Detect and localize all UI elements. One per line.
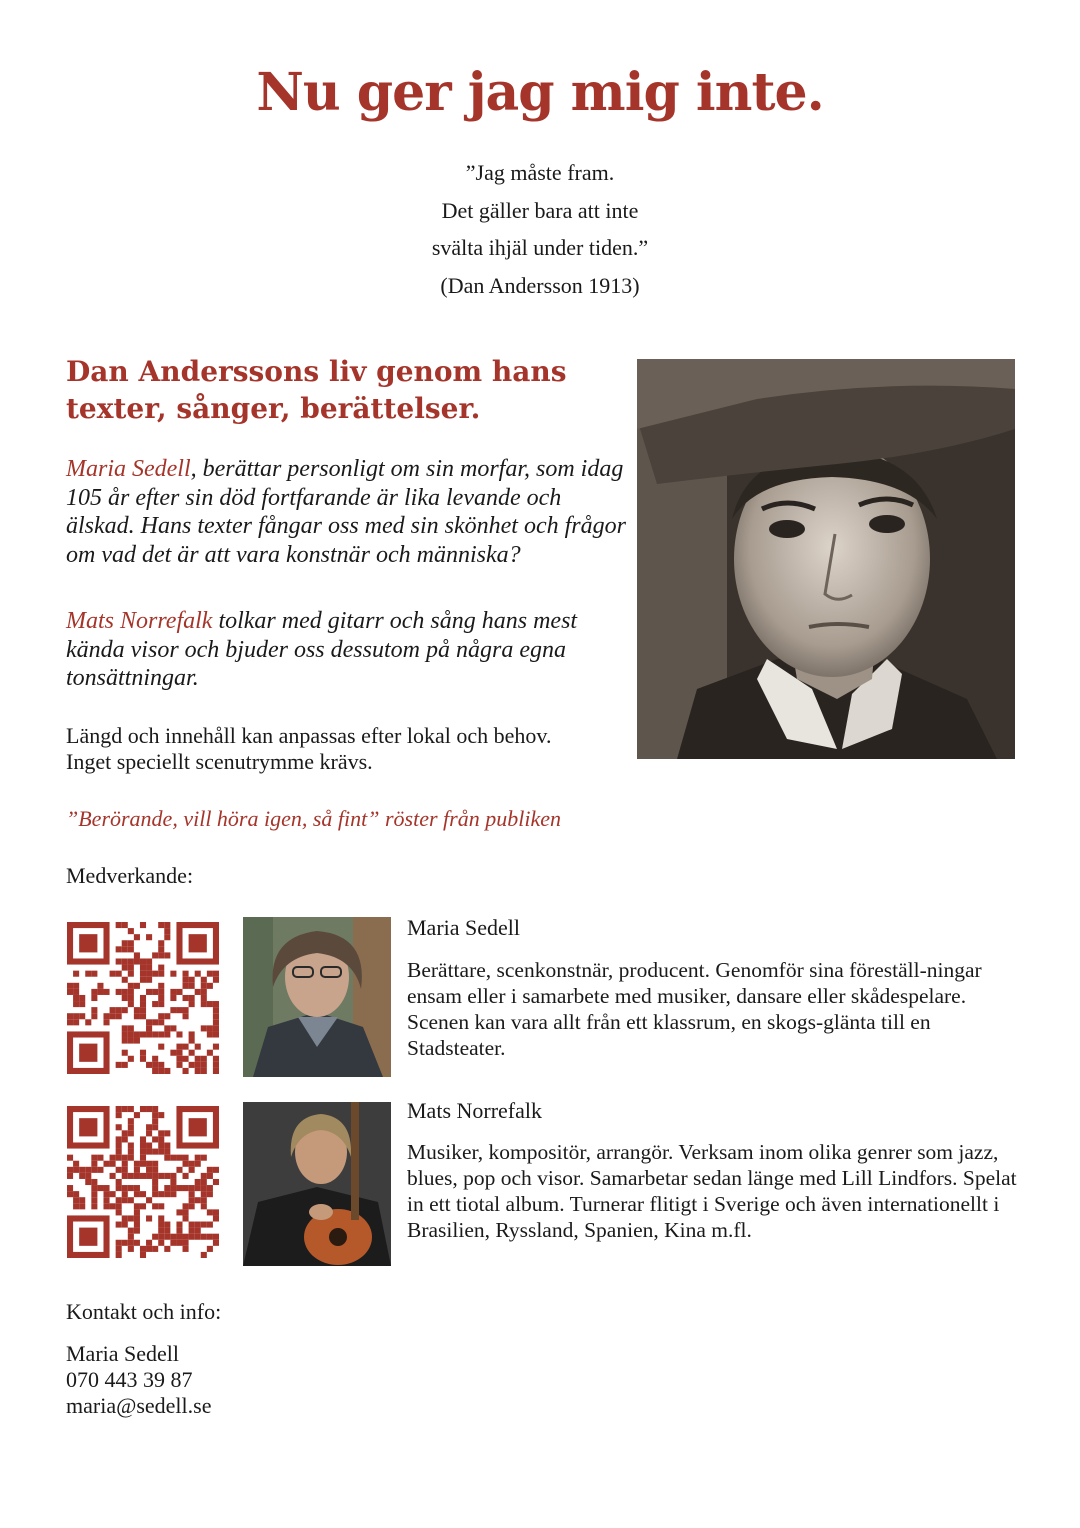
audience-quote: ”Berörande, vill höra igen, så fint” röster från publiken bbox=[66, 806, 561, 831]
participants-label: Medverkande: bbox=[66, 863, 194, 888]
qr-code-graphic bbox=[67, 1106, 219, 1258]
contact-details bbox=[66, 1341, 211, 1419]
intro-paragraph-2 bbox=[66, 607, 626, 693]
mats-norrefalk-photo bbox=[243, 1102, 391, 1266]
participant-name-maria: Maria Sedell bbox=[407, 915, 521, 940]
contact-phone[interactable]: 070 443 39 87 bbox=[66, 1367, 193, 1392]
participant-bio-mats: Musiker, kompositör, arrangör. Verksam inom olika genrer som jazz, blues, pop och visor. Samarbetar sedan länge med Lill Lindfors. Spelat in ett tiotal album. Turnerar flitigt i Sverige och även internationellt i Brasilien, Ryssland, Spanien, Kina m.fl. bbox=[407, 1140, 1017, 1242]
qr-code-mats[interactable] bbox=[67, 1106, 219, 1258]
subtitle: Dan Anderssons liv genom hans texter, sånger, berättelser. bbox=[66, 355, 567, 425]
participant-bio-maria: Berättare, scenkonstnär, producent. Genomför sina föreställ-ningar ensam eller i samarbete med musiker, dansare eller skådespelare. Scenen kan vara allt från ett klassrum, en skogs-glänta till en Stadsteater. bbox=[407, 958, 982, 1060]
contact-name: Maria Sedell bbox=[66, 1341, 180, 1366]
opening-quote bbox=[340, 154, 740, 304]
quote-line: ”Jag måste fram. bbox=[465, 160, 615, 185]
intro-name-mats: Mats Norrefalk bbox=[66, 608, 213, 634]
info-line: Längd och innehåll kan anpassas efter lokal och behov. bbox=[66, 723, 552, 748]
quote-line: svälta ihjäl under tiden.” bbox=[431, 235, 649, 260]
intro-text-2: tolkar med gitarr och sång hans mest kända visor och bjuder oss dessutom på några egna tonsättningar. bbox=[66, 608, 578, 691]
qr-code-graphic bbox=[67, 922, 219, 1074]
maria-sedell-photo bbox=[243, 917, 391, 1077]
intro-name-maria: Maria Sedell bbox=[66, 456, 191, 482]
intro-text-1: , berättar personligt om sin morfar, som idag 105 år efter sin död fortfarande är lika levande och älskad. Hans texter fångar oss med sin skönhet och frågor om vad det är att vara konstnär och människa? bbox=[66, 456, 626, 568]
dan-andersson-portrait bbox=[637, 359, 1015, 759]
intro-paragraph-1 bbox=[66, 455, 626, 569]
participant-name-mats: Mats Norrefalk bbox=[407, 1098, 543, 1123]
quote-attribution: (Dan Andersson 1913) bbox=[440, 272, 640, 298]
contact-label: Kontakt och info: bbox=[66, 1299, 222, 1324]
portrait-illustration bbox=[637, 359, 1015, 759]
quote-line: Det gäller bara att inte bbox=[441, 197, 639, 223]
mats-photo-illustration bbox=[243, 1102, 391, 1266]
info-text bbox=[66, 723, 626, 775]
maria-photo-illustration bbox=[243, 917, 391, 1077]
info-line: Inget speciellt scenutrymme krävs. bbox=[66, 749, 373, 774]
poster-title: Nu ger jag mig inte. bbox=[256, 62, 824, 123]
contact-email[interactable]: maria@sedell.se bbox=[66, 1393, 212, 1418]
qr-code-maria[interactable] bbox=[67, 922, 219, 1074]
